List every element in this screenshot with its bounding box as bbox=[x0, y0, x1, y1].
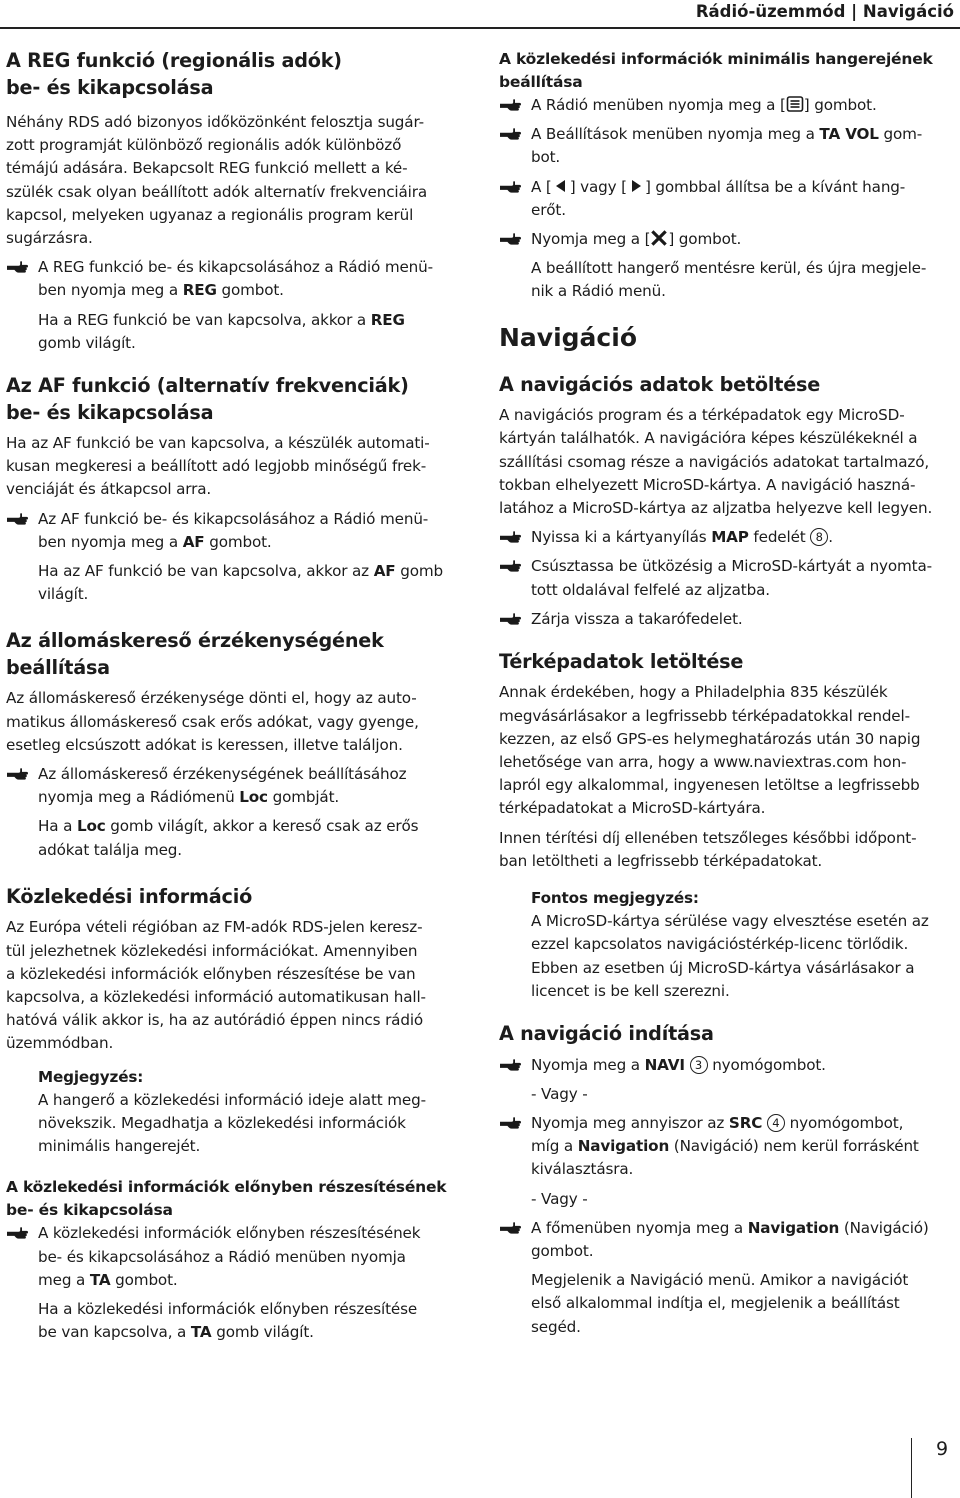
important-note-l3: Ebben az esetben új MicroSD-kártya vásárlásakor a bbox=[531, 958, 915, 977]
pointing-hand-icon bbox=[499, 1116, 521, 1130]
traffic-intro-l2: tül jelezhetnek közlekedési információkat. Amennyiben bbox=[6, 941, 418, 960]
sens-result-l2: adókat találja meg. bbox=[38, 840, 182, 859]
nav-load-l2: kártyán találhatók. A navigációra képes készülékeknél a bbox=[499, 429, 918, 448]
map-l1: Annak érdekében, hogy a Philadelphia 835 készülék bbox=[499, 683, 888, 702]
ta-vol-s3-l2: erőt. bbox=[531, 200, 566, 219]
af-step-l2: ben nyomja meg a bbox=[38, 532, 183, 551]
ta-vol-s1-end: ] gombot. bbox=[803, 96, 877, 114]
ta-vol-result-l2: nik a Rádió menü. bbox=[531, 282, 666, 301]
map-l5: lapról egy alkalommal, ingyenesen letöltse a legfrissebb bbox=[499, 776, 920, 795]
left-column bbox=[6, 48, 462, 1344]
reg-step bbox=[6, 256, 462, 302]
st1-text: Nyomja meg a bbox=[531, 1055, 645, 1074]
ta-vol-heading-line1: A közlekedési információk minimális hangerejének bbox=[499, 50, 933, 68]
ta-vol-step-4 bbox=[499, 228, 957, 251]
callout-number-badge: 8 bbox=[810, 528, 828, 546]
sens-step-l1: Az állomáskereső érzékenységének beállításához bbox=[38, 765, 407, 784]
ta-result-l2: be van kapcsolva, a bbox=[38, 1323, 191, 1342]
reg-heading bbox=[6, 48, 462, 101]
st2-l2: míg a bbox=[531, 1137, 578, 1156]
ta-result-keyword: TA bbox=[190, 1323, 212, 1342]
ta-result-l1: Ha a közlekedési információk előnyben részesítése bbox=[38, 1300, 418, 1319]
triangle-right-icon bbox=[627, 178, 645, 194]
st2-keyword: SRC bbox=[728, 1114, 763, 1132]
map-l4: lehetősége van arra, hogy a www.naviextras.com hon- bbox=[499, 753, 907, 772]
pointing-hand-icon bbox=[499, 612, 521, 626]
sens-step-l2-end: gombját. bbox=[267, 788, 340, 807]
sensitivity-intro bbox=[6, 687, 462, 757]
sens-step-l2: nyomja meg a Rádiómenü bbox=[38, 788, 240, 807]
pointing-hand-icon bbox=[499, 232, 521, 246]
traffic-intro-l3: a közlekedési információk előnyben részesítése be van bbox=[6, 964, 416, 983]
menu-list-icon bbox=[786, 96, 804, 112]
sens-result-keyword: Loc bbox=[76, 817, 106, 836]
traffic-heading: Közlekedési információ bbox=[6, 884, 253, 908]
map-l2: megvásárlásakor a legfrissebb térképadatokkal rendel- bbox=[499, 706, 910, 725]
or-separator: - Vagy - bbox=[531, 1084, 588, 1103]
st2-l2-end: (Navigáció) nem kerül forrásként bbox=[669, 1137, 919, 1156]
traffic-intro-l1: Az Európa vételi régióban az FM-adók RDS-jelen keresz- bbox=[6, 918, 423, 937]
nav-section-title: Navigáció bbox=[499, 322, 637, 352]
ta-vol-result bbox=[499, 257, 957, 303]
reg-step-l2-end: gombot. bbox=[216, 281, 284, 300]
pointing-hand-icon bbox=[499, 98, 521, 112]
reg-intro-l1: Néhány RDS adó bizonyos időközönként felosztja sugár- bbox=[6, 113, 424, 131]
st2-keyword-2: Navigation bbox=[577, 1137, 670, 1156]
nav-load-l1: A navigációs program és a térképadatok egy MicroSD- bbox=[499, 406, 905, 425]
sensitivity-heading bbox=[6, 628, 462, 681]
nav-start-heading: A navigáció indítása bbox=[499, 1022, 714, 1046]
pointing-hand-icon bbox=[499, 1221, 521, 1235]
sensitivity-heading-line1: Az állomáskereső érzékenységének bbox=[6, 629, 384, 653]
af-result-l2: világít. bbox=[38, 585, 89, 604]
header-title: Rádió-üzemmód | Navigáció bbox=[695, 2, 954, 21]
ta-step-l3: meg a bbox=[38, 1270, 90, 1289]
reg-result-l2: gomb világít. bbox=[38, 333, 136, 352]
ta-vol-step-2 bbox=[499, 123, 957, 169]
st2-l3: kiválasztásra. bbox=[531, 1160, 634, 1179]
nav-s1-mid: fedelét bbox=[748, 528, 811, 547]
map-download-heading: Térképadatok letöltése bbox=[499, 649, 744, 673]
sens-step-keyword: Loc bbox=[239, 788, 268, 807]
af-result-l1: Ha az AF funkció be van kapcsolva, akkor az bbox=[38, 562, 374, 581]
ta-vol-heading-line2: beállítása bbox=[499, 73, 583, 91]
pointing-hand-icon bbox=[499, 1058, 521, 1072]
pointing-hand-icon bbox=[6, 767, 28, 781]
map-l3: kezzen, az első GPS-es helymeghatározás után 30 napig bbox=[499, 729, 921, 748]
ta-vol-s2-l2: bot. bbox=[531, 148, 561, 167]
page-number: 9 bbox=[936, 1438, 949, 1460]
st3-l2: gombot. bbox=[531, 1242, 594, 1261]
important-note-title: Fontos megjegyzés: bbox=[531, 889, 699, 908]
nav-load-l4: tokban elhelyezett MicroSD-kártya. A navigáció haszná- bbox=[499, 475, 916, 494]
traffic-intro bbox=[6, 916, 462, 1055]
nav-result-l3: segéd. bbox=[531, 1317, 581, 1336]
ta-step-keyword: TA bbox=[89, 1270, 111, 1289]
nav-load-l3: szállítási csomag része a navigációs adatokat tartalmazó, bbox=[499, 452, 930, 471]
ta-vol-result-l1: A beállított hangerő mentésre kerül, és újra megjele- bbox=[531, 259, 927, 278]
pointing-hand-icon bbox=[6, 260, 28, 274]
sens-result-l1: Ha a bbox=[38, 817, 77, 836]
sensitivity-step bbox=[6, 763, 462, 809]
sensitivity-result bbox=[6, 815, 462, 861]
ta-step bbox=[6, 1222, 462, 1292]
reg-step-l1: A REG funkció be- és kikapcsolásához a Rádió menü- bbox=[38, 258, 433, 277]
af-intro-l2: kusan megkeresi a beállított adó legjobb minőségű frek- bbox=[6, 457, 427, 476]
st3-keyword: Navigation bbox=[747, 1218, 840, 1237]
ta-vol-s2-keyword: TA VOL bbox=[819, 125, 879, 144]
ta-result-l2-end: gomb világít. bbox=[211, 1323, 314, 1342]
ta-vol-s2-end: gom- bbox=[878, 125, 923, 144]
sens-result-l1-end: gomb világít, akkor a kereső csak az erős bbox=[105, 817, 419, 836]
nav-start-result bbox=[499, 1269, 957, 1339]
st1-keyword: NAVI bbox=[644, 1055, 685, 1074]
nav-start-step-2 bbox=[499, 1112, 957, 1182]
af-result-keyword: AF bbox=[373, 562, 396, 581]
af-step-l2-end: gombot. bbox=[204, 532, 272, 551]
ta-vol-s2-text: A Beállítások menüben nyomja meg a bbox=[531, 125, 820, 144]
af-result bbox=[6, 560, 462, 606]
traffic-intro-l6: üzemmódban. bbox=[6, 1034, 114, 1053]
nav-load-text bbox=[499, 404, 957, 520]
important-note bbox=[499, 887, 957, 1003]
pointing-hand-icon bbox=[6, 1226, 28, 1240]
ta-vol-s3-b: ] vagy [ bbox=[569, 177, 627, 196]
st1-end: nyomógombot. bbox=[707, 1055, 826, 1074]
header-rule bbox=[0, 27, 960, 29]
ta-step-l2: be- és kikapcsolásához a Rádió menüben nyomja bbox=[38, 1247, 406, 1266]
nav-s1-text: Nyissa ki a kártyanyílás bbox=[531, 528, 712, 547]
callout-number-badge: 3 bbox=[690, 1056, 708, 1074]
reg-result-l1: Ha a REG funkció be van kapcsolva, akkor a bbox=[38, 310, 371, 329]
ta-heading-line1: A közlekedési információk előnyben részesítésének bbox=[6, 1178, 447, 1197]
st2-end: nyomógombot, bbox=[784, 1114, 904, 1132]
nav-load-step-2 bbox=[499, 555, 957, 601]
nav-load-heading: A navigációs adatok betöltése bbox=[499, 372, 821, 396]
traffic-note-l1: A hangerő a közlekedési információ ideje alatt meg- bbox=[38, 1090, 426, 1109]
nav-start-step-1 bbox=[499, 1054, 957, 1077]
af-step bbox=[6, 508, 462, 554]
or-separator: - Vagy - bbox=[531, 1189, 588, 1208]
pointing-hand-icon bbox=[499, 559, 521, 573]
nav-result-l2: első alkalommal indítja el, megjelenik a beállítást bbox=[531, 1294, 900, 1313]
reg-step-keyword: REG bbox=[182, 281, 217, 300]
reg-heading-line2: be- és kikapcsolása bbox=[6, 75, 214, 99]
sens-intro-l3: esetleg elcsúszott adókat is keressen, illetve találjon. bbox=[6, 735, 403, 754]
ta-step-l1: A közlekedési információk előnyben részesítésének bbox=[38, 1224, 421, 1243]
ta-heading bbox=[6, 1176, 462, 1222]
traffic-intro-l5: hatóvá válik akkor is, ha az autórádió éppen nincs rádió bbox=[6, 1011, 424, 1030]
ta-heading-line2: be- és kikapcsolása bbox=[6, 1201, 173, 1220]
af-result-l1-end: gomb bbox=[395, 562, 443, 581]
ta-result bbox=[6, 1298, 462, 1344]
important-note-l4: licencet is be kell szerezni. bbox=[531, 981, 730, 1000]
af-heading-line2: be- és kikapcsolása bbox=[6, 400, 214, 424]
pointing-hand-icon bbox=[6, 512, 28, 526]
nav-s2-l1: Csúsztassa be ütközésig a MicroSD-kártyát a nyomta- bbox=[531, 557, 932, 576]
nav-load-step-1 bbox=[499, 526, 957, 549]
right-column bbox=[499, 48, 957, 1339]
nav-load-l5: latához a MicroSD-kártya az aljzatba helyezve kell legyen. bbox=[499, 498, 933, 517]
sensitivity-heading-line2: beállítása bbox=[6, 655, 110, 679]
reg-intro bbox=[6, 111, 462, 250]
reg-heading-line1: A REG funkció (regionális adók) bbox=[6, 49, 342, 72]
nav-s3-text: Zárja vissza a takarófedelet. bbox=[531, 609, 743, 628]
ta-vol-s1-text: A Rádió menüben nyomja meg a [ bbox=[531, 96, 786, 114]
traffic-note-l3: minimális hangerejét. bbox=[38, 1137, 201, 1156]
af-step-l1: Az AF funkció be- és kikapcsolásához a Rádió menü- bbox=[38, 509, 429, 528]
map-download-text-2 bbox=[499, 827, 957, 873]
map2-l2: ban letöltheti a legfrissebb térképadatokat. bbox=[499, 851, 823, 870]
reg-intro-l5: kapcsol, melyeken ugyanaz a regionális program kerül bbox=[6, 205, 414, 224]
ta-vol-s4-a: Nyomja meg a [ bbox=[531, 230, 651, 249]
ta-vol-heading bbox=[499, 48, 957, 94]
af-intro-l3: venciáját és átkapcsol arra. bbox=[6, 480, 212, 499]
callout-number-badge: 4 bbox=[767, 1114, 785, 1132]
pointing-hand-icon bbox=[499, 127, 521, 141]
reg-intro-l2: zott programját különböző regionális adók különböző bbox=[6, 136, 402, 155]
reg-result-keyword: REG bbox=[370, 310, 405, 329]
reg-intro-l6: sugárzásra. bbox=[6, 229, 93, 248]
reg-result bbox=[6, 309, 462, 355]
traffic-intro-l4: kapcsolva, a közlekedési információ automatikusan hall- bbox=[6, 987, 426, 1006]
ta-vol-step-1 bbox=[499, 94, 957, 117]
sens-intro-l2: matikus állomáskereső csak erős adókat, vagy gyenge, bbox=[6, 712, 419, 731]
triangle-left-icon bbox=[552, 178, 570, 194]
ta-vol-s4-b: ] gombot. bbox=[668, 230, 742, 249]
traffic-note bbox=[6, 1066, 462, 1159]
af-intro-l1: Ha az AF funkció be van kapcsolva, a készülék automati- bbox=[6, 434, 430, 453]
reg-intro-l3: témájú adására. Bekapcsolt REG funkció mellett a ké- bbox=[6, 159, 408, 178]
af-step-keyword: AF bbox=[182, 532, 205, 551]
nav-result-l1: Megjelenik a Navigáció menü. Amikor a navigációt bbox=[531, 1271, 909, 1290]
ta-vol-s3-c: ] gombbal állítsa be a kívánt hang- bbox=[644, 177, 906, 196]
page-number-rule bbox=[911, 1438, 912, 1498]
nav-start-step-3 bbox=[499, 1217, 957, 1263]
traffic-note-l2: növekszik. Megadhatja a közlekedési információk bbox=[38, 1114, 406, 1132]
nav-s2-l2: tott oldalával felfelé az aljzatba. bbox=[531, 580, 770, 599]
reg-step-l2: ben nyomja meg a bbox=[38, 281, 183, 300]
page-header bbox=[0, 0, 960, 30]
map-download-text bbox=[499, 681, 957, 820]
pointing-hand-icon bbox=[499, 180, 521, 194]
reg-intro-l4: szülék csak olyan beállított adók alternatív frekvenciáira bbox=[6, 182, 427, 201]
important-note-l1: A MicroSD-kártya sérülése vagy elvesztése esetén az bbox=[531, 912, 929, 931]
sens-intro-l1: Az állomáskereső érzékenysége dönti el, hogy az auto- bbox=[6, 689, 417, 708]
important-note-l2: ezzel kapcsolatos navigációstérkép-licenc törlődik. bbox=[531, 935, 909, 954]
traffic-note-title: Megjegyzés: bbox=[38, 1067, 144, 1086]
nav-s1-keyword: MAP bbox=[711, 528, 749, 547]
close-x-icon bbox=[650, 230, 668, 246]
st2-text: Nyomja meg annyiszor az bbox=[531, 1114, 729, 1132]
nav-s1-end: . bbox=[828, 528, 833, 547]
af-intro bbox=[6, 432, 462, 502]
pointing-hand-icon bbox=[499, 530, 521, 544]
map-l6: térképadatokat a MicroSD-kártyára. bbox=[499, 799, 766, 818]
af-heading bbox=[6, 373, 462, 426]
ta-vol-s3-a: A [ bbox=[531, 177, 552, 196]
ta-step-l3-end: gombot. bbox=[110, 1270, 178, 1289]
nav-load-step-3 bbox=[499, 608, 957, 631]
st3-end: (Navigáció) bbox=[839, 1218, 929, 1237]
map2-l1: Innen térítési díj ellenében tetszőleges későbbi időpont- bbox=[499, 828, 917, 847]
af-heading-line1: Az AF funkció (alternatív frekvenciák) bbox=[6, 374, 409, 398]
ta-vol-step-3 bbox=[499, 176, 957, 222]
st3-text: A főmenüben nyomja meg a bbox=[531, 1218, 748, 1237]
